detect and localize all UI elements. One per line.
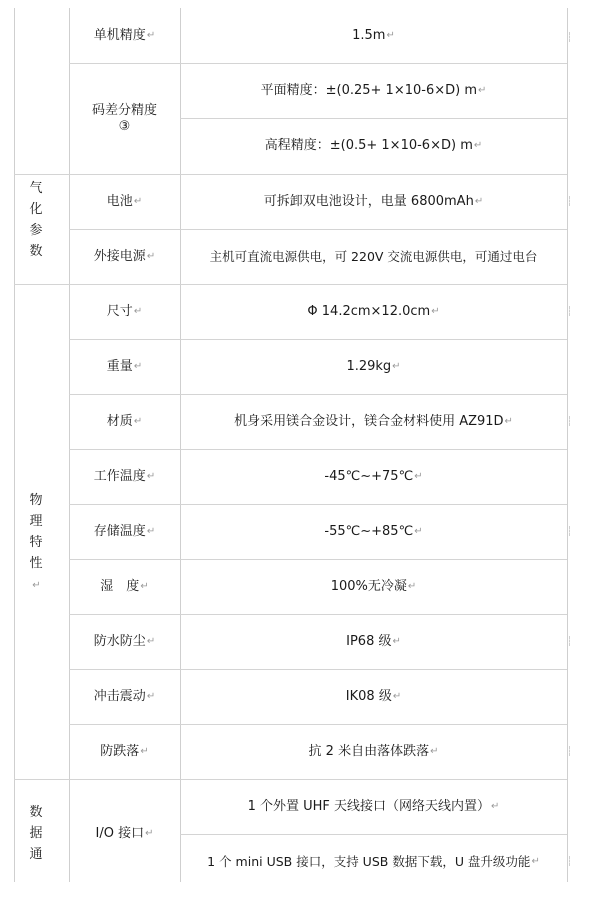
spec-label: 外接电源 ↵ bbox=[93, 248, 156, 264]
spec-label: 重量 ↵ bbox=[106, 358, 143, 374]
margin-mark bbox=[569, 636, 574, 646]
spec-value: 抗 2 米自由落体跌落 ↵ bbox=[308, 743, 439, 759]
spec-value: 可拆卸双电池设计，电量 6800mAh ↵ bbox=[263, 193, 484, 209]
spec-value: 100%无冷凝 ↵ bbox=[330, 578, 417, 594]
spec-label: 码差分精度 ③ bbox=[91, 102, 157, 134]
margin-mark bbox=[569, 32, 574, 42]
category-data bbox=[14, 802, 58, 882]
margin-mark bbox=[569, 416, 574, 426]
spec-value: 高程精度：±(0.5+ 1×10-6×D) m ↵ bbox=[264, 138, 483, 154]
spec-label: 单机精度 ↵ bbox=[93, 27, 156, 43]
spec-label: 防水防尘 ↵ bbox=[93, 633, 156, 649]
table-border-right bbox=[567, 8, 568, 882]
margin-mark bbox=[569, 526, 574, 536]
footnote-ref: ③ bbox=[118, 118, 131, 134]
spec-value: 主机可直流电源供电，可 220V 交流电源供电，可通过电台 bbox=[209, 249, 538, 264]
spec-label: 尺寸 ↵ bbox=[106, 303, 143, 319]
table-border-left bbox=[14, 8, 15, 882]
margin-mark bbox=[569, 306, 574, 316]
spec-value: 机身采用镁合金设计，镁合金材料使用 AZ91D ↵ bbox=[234, 413, 513, 429]
spec-label: 电池 ↵ bbox=[106, 193, 143, 209]
category-data-text: 数据通 bbox=[29, 805, 43, 862]
category-electrical-text: 气化参数 bbox=[29, 181, 43, 259]
spec-value: 平面精度：±(0.25+ 1×10-6×D) m ↵ bbox=[260, 82, 487, 98]
spec-value: 1.29kg ↵ bbox=[346, 358, 401, 374]
spec-value: -45℃~+75℃ ↵ bbox=[324, 468, 423, 484]
margin-mark bbox=[569, 856, 574, 866]
spec-value: Φ 14.2cm×12.0cm ↵ bbox=[307, 303, 440, 319]
margin-mark bbox=[569, 746, 574, 756]
spec-value: IP68 级 ↵ bbox=[346, 633, 401, 649]
paragraph-mark: ↵ bbox=[32, 580, 41, 591]
spec-label: 湿 度 ↵ bbox=[100, 578, 149, 594]
spec-value: 1 个 mini USB 接口，支持 USB 数据下载，U 盘升级功能 ↵ bbox=[207, 854, 540, 869]
spec-value: IK08 级 ↵ bbox=[345, 688, 402, 704]
margin-mark bbox=[569, 196, 574, 206]
spec-label: 冲击震动 ↵ bbox=[93, 688, 156, 704]
category-electrical bbox=[14, 178, 58, 267]
spec-value: 1 个外置 UHF 天线接口（网络天线内置） ↵ bbox=[247, 798, 500, 814]
spec-label: 防跌落 ↵ bbox=[100, 743, 149, 759]
spec-label: I/O 接口 ↵ bbox=[95, 826, 154, 842]
spec-value: -55℃~+85℃ ↵ bbox=[324, 523, 423, 539]
spec-value: 1.5m ↵ bbox=[352, 27, 395, 43]
spec-label: 材质 ↵ bbox=[106, 413, 143, 429]
category-physical bbox=[14, 490, 58, 596]
category-physical-text: 物理特性 bbox=[29, 493, 43, 571]
spec-label: 工作温度 ↵ bbox=[93, 468, 156, 484]
spec-label: 存储温度 ↵ bbox=[93, 523, 156, 539]
